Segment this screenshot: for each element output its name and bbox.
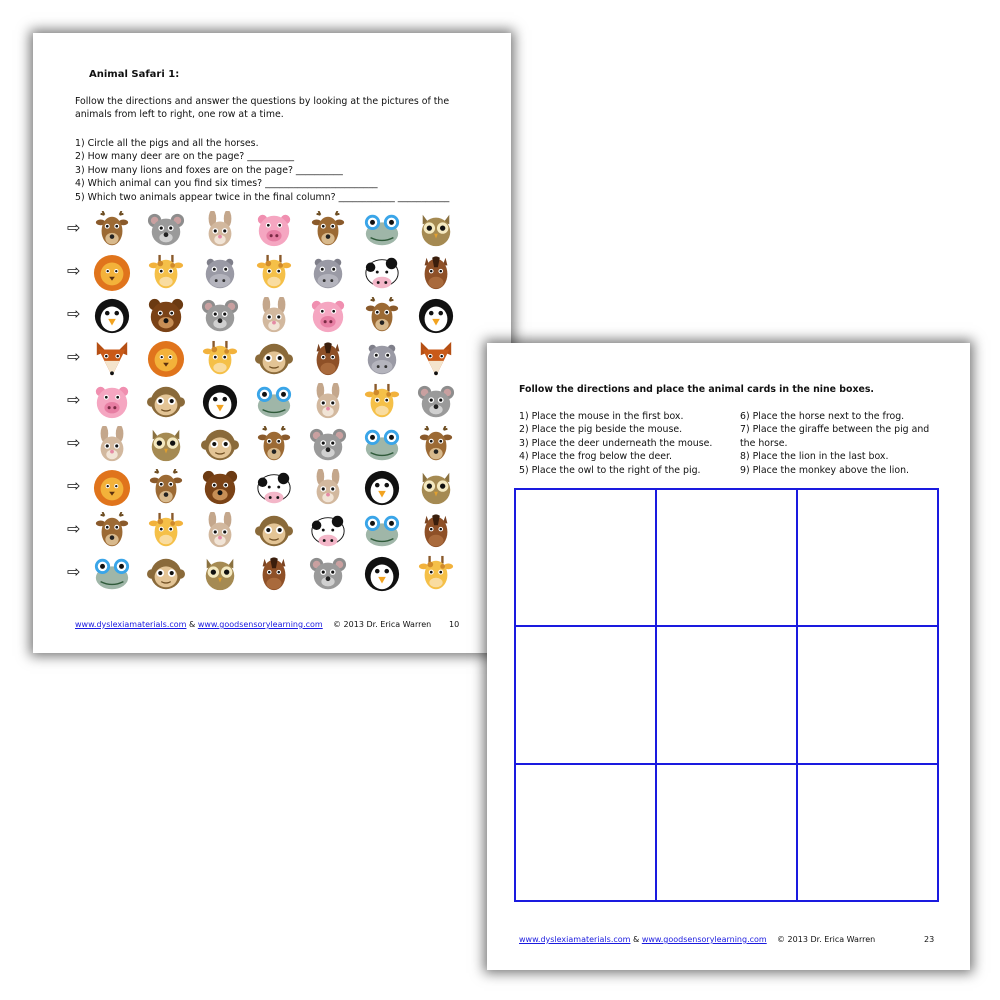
placement-box[interactable]: [797, 764, 938, 901]
hippo-icon[interactable]: [201, 254, 239, 292]
row-arrow-icon: ⇨: [67, 476, 81, 495]
penguin-icon[interactable]: [201, 383, 239, 421]
placement-box[interactable]: [515, 764, 656, 901]
owl-icon[interactable]: [147, 426, 185, 464]
monkey-icon[interactable]: [147, 383, 185, 421]
direction-item: 7) Place the giraffe between the pig and the horse.: [740, 424, 930, 449]
page-number: 10: [449, 620, 460, 629]
placement-box[interactable]: [656, 626, 797, 763]
frog-icon[interactable]: [93, 555, 131, 593]
question-item: 3) How many lions and foxes are on the page? __________: [75, 164, 343, 176]
direction-item: 4) Place the frog below the deer.: [519, 451, 673, 463]
row-arrow-icon: ⇨: [67, 261, 81, 280]
giraffe-icon[interactable]: [147, 512, 185, 550]
worksheet-intro: Follow the directions and answer the questions by looking at the pictures of the animals from left to right, one row at a time.: [75, 96, 450, 120]
deer-icon[interactable]: [147, 469, 185, 507]
monkey-icon[interactable]: [147, 555, 185, 593]
owl-icon[interactable]: [417, 211, 455, 249]
deer-icon[interactable]: [93, 211, 131, 249]
penguin-icon[interactable]: [417, 297, 455, 335]
footer-link-goodsensory[interactable]: www.goodsensorylearning.com: [197, 620, 323, 629]
owl-icon[interactable]: [201, 555, 239, 593]
footer-copyright: © 2013 Dr. Erica Warren: [333, 620, 432, 629]
direction-item: 8) Place the lion in the last box.: [740, 451, 889, 463]
question-item: 5) Which two animals appear twice in the final column? ____________ ___________: [75, 191, 450, 203]
placement-box[interactable]: [797, 626, 938, 763]
lion-icon[interactable]: [93, 254, 131, 292]
rabbit-icon[interactable]: [255, 297, 293, 335]
worksheet-page-23: [487, 343, 970, 970]
horse-icon[interactable]: [417, 512, 455, 550]
row-arrow-icon: ⇨: [67, 347, 81, 366]
worksheet-page-10: [33, 33, 511, 653]
frog-icon[interactable]: [363, 426, 401, 464]
deer-icon[interactable]: [93, 512, 131, 550]
rabbit-icon[interactable]: [309, 469, 347, 507]
direction-item: 6) Place the horse next to the frog.: [740, 411, 905, 422]
giraffe-icon[interactable]: [201, 340, 239, 378]
frog-icon[interactable]: [363, 211, 401, 249]
placement-box[interactable]: [797, 489, 938, 626]
cow-icon[interactable]: [255, 469, 293, 507]
direction-item: 9) Place the monkey above the lion.: [740, 464, 910, 476]
pig-icon[interactable]: [309, 297, 347, 335]
deer-icon[interactable]: [309, 211, 347, 249]
penguin-icon[interactable]: [363, 555, 401, 593]
directions-column-right: [740, 410, 945, 477]
row-arrow-icon: ⇨: [67, 218, 81, 237]
horse-icon[interactable]: [255, 555, 293, 593]
penguin-icon[interactable]: [363, 469, 401, 507]
giraffe-icon[interactable]: [147, 254, 185, 292]
giraffe-icon[interactable]: [255, 254, 293, 292]
question-item: 4) Which animal can you find six times? ________________________: [75, 178, 378, 190]
worksheet-title: Follow the directions and place the animal cards in the nine boxes.: [519, 384, 874, 395]
lion-icon[interactable]: [93, 469, 131, 507]
fox-icon[interactable]: [417, 340, 455, 378]
placement-box[interactable]: [515, 489, 656, 626]
placement-box-grid: [514, 488, 939, 902]
question-list: [75, 137, 449, 204]
pig-icon[interactable]: [255, 211, 293, 249]
monkey-icon[interactable]: [201, 426, 239, 464]
deer-icon[interactable]: [255, 426, 293, 464]
mouse-icon[interactable]: [309, 555, 347, 593]
footer-ampersand: &: [189, 620, 196, 629]
rabbit-icon[interactable]: [309, 383, 347, 421]
row-arrow-icon: ⇨: [67, 433, 81, 452]
giraffe-icon[interactable]: [363, 383, 401, 421]
rabbit-icon[interactable]: [201, 512, 239, 550]
placement-box[interactable]: [656, 489, 797, 626]
rabbit-icon[interactable]: [201, 211, 239, 249]
cow-icon[interactable]: [363, 254, 401, 292]
hippo-icon[interactable]: [363, 340, 401, 378]
mouse-icon[interactable]: [147, 211, 185, 249]
question-item: 2) How many deer are on the page? __________: [75, 151, 295, 163]
page-footer-links: [75, 620, 323, 629]
footer-link-goodsensory[interactable]: www.goodsensorylearning.com: [641, 935, 767, 944]
row-arrow-icon: ⇨: [67, 519, 81, 538]
direction-item: 2) Place the pig beside the mouse.: [519, 424, 683, 436]
footer-copyright: © 2013 Dr. Erica Warren: [777, 935, 876, 944]
row-arrow-icon: ⇨: [67, 390, 81, 409]
direction-item: 5) Place the owl to the right of the pig.: [519, 464, 701, 476]
pig-icon[interactable]: [93, 383, 131, 421]
giraffe-icon[interactable]: [417, 555, 455, 593]
fox-icon[interactable]: [93, 340, 131, 378]
deer-icon[interactable]: [417, 426, 455, 464]
mouse-icon[interactable]: [309, 426, 347, 464]
frog-icon[interactable]: [255, 383, 293, 421]
footer-ampersand: &: [633, 935, 640, 944]
bear-icon[interactable]: [147, 297, 185, 335]
row-arrow-icon: ⇨: [67, 562, 81, 581]
worksheet-title: Animal Safari 1:: [89, 69, 180, 80]
horse-icon[interactable]: [417, 254, 455, 292]
footer-link-dyslexia[interactable]: www.dyslexiamaterials.com: [519, 935, 631, 944]
monkey-icon[interactable]: [255, 512, 293, 550]
mouse-icon[interactable]: [417, 383, 455, 421]
footer-link-dyslexia[interactable]: www.dyslexiamaterials.com: [75, 620, 187, 629]
page-number: 23: [924, 935, 935, 944]
placement-box[interactable]: [515, 626, 656, 763]
placement-box[interactable]: [656, 764, 797, 901]
direction-item: 3) Place the deer underneath the mouse.: [519, 437, 713, 449]
owl-icon[interactable]: [417, 469, 455, 507]
directions-column-left: [519, 410, 734, 477]
direction-item: 1) Place the mouse in the first box.: [519, 411, 684, 422]
deer-icon[interactable]: [363, 297, 401, 335]
cow-icon[interactable]: [309, 512, 347, 550]
rabbit-icon[interactable]: [93, 426, 131, 464]
question-item: 1) Circle all the pigs and all the horses.: [75, 138, 259, 149]
mouse-icon[interactable]: [201, 297, 239, 335]
monkey-icon[interactable]: [255, 340, 293, 378]
row-arrow-icon: ⇨: [67, 304, 81, 323]
hippo-icon[interactable]: [309, 254, 347, 292]
frog-icon[interactable]: [363, 512, 401, 550]
horse-icon[interactable]: [309, 340, 347, 378]
bear-icon[interactable]: [201, 469, 239, 507]
lion-icon[interactable]: [147, 340, 185, 378]
page-footer-links: [519, 935, 767, 944]
penguin-icon[interactable]: [93, 297, 131, 335]
